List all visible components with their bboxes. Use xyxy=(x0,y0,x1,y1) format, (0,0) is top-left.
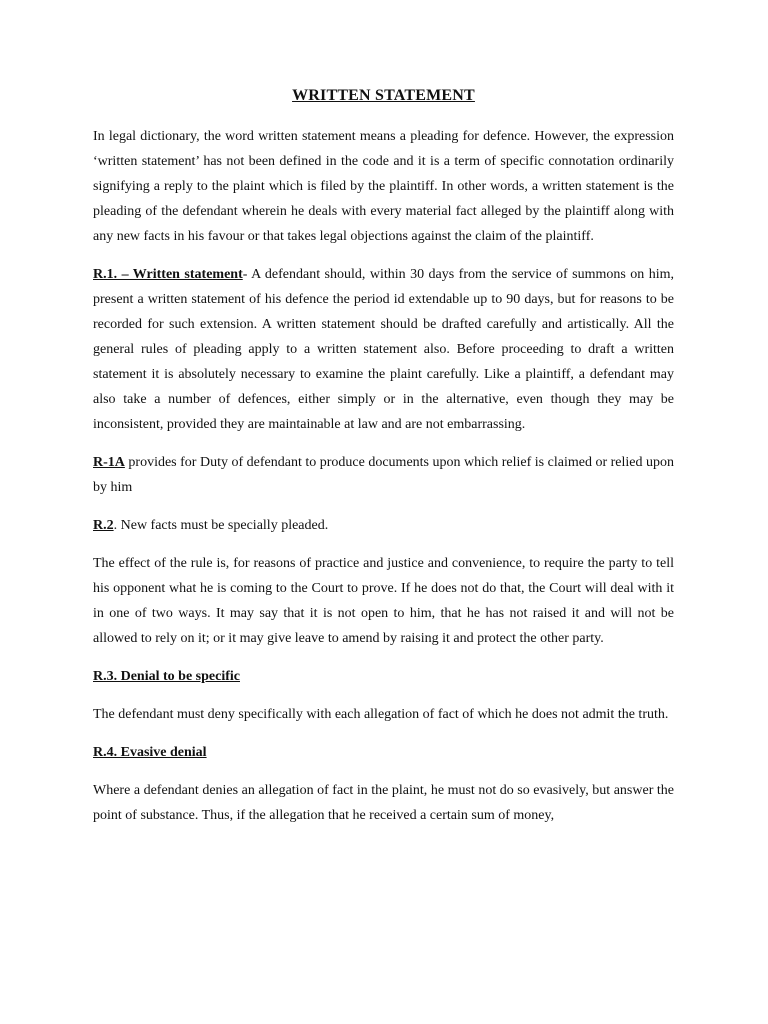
document-title: WRITTEN STATEMENT xyxy=(292,87,475,104)
rule-4-heading: R.4. Evasive denial xyxy=(93,745,207,760)
rule-3-body: The defendant must deny specifically with each allegation of fact of which he does not admit the truth. xyxy=(93,707,669,722)
rule-2-text: . New facts must be specially pleaded. xyxy=(113,518,329,533)
rule-1-text: - A defendant should, within 30 days from the service of summons on him, present a written statement of his defence the period id extendable up to 90 days, but for reasons to be recorded for such extension. A written statement should be drafted carefully and artistically. All the general rules of pleading apply to a written statement also. Before proceeding to draft a written statement it is absolutely necessary to examine the plaint carefully. Like a plaintiff, a defendant may also take a number of defences, either simply or in the alternative, even though they may be inconsistent, provided they are maintainable at law and are not embarrassing. xyxy=(93,267,675,432)
rule-2-label: R.2 xyxy=(93,518,114,533)
rule-1a-paragraph xyxy=(93,450,674,500)
rule-1a-text: provides for Duty of defendant to produce documents upon which relief is claimed or relied upon by him xyxy=(93,455,674,495)
rule-3-heading: R.3. Denial to be specific xyxy=(93,669,240,684)
rule-1a-label: R-1A xyxy=(93,455,125,470)
rule-1-label: R.1. – Written statement xyxy=(93,267,243,282)
intro-paragraph: In legal dictionary, the word written statement means a pleading for defence. However, the expression ‘written statement’ has not been defined in the code and it is a term of specific connotation ordinarily signifying a reply to the plaint which is filed by the plaintiff. In other words, a written statement is the pleading of the defendant wherein he deals with every material fact alleged by the plaintiff along with any new facts in his favour or that takes legal objections against the claim of the plaintiff. xyxy=(93,129,674,244)
rule-1-paragraph xyxy=(93,262,674,437)
rule-2-body: The effect of the rule is, for reasons of practice and justice and convenience, to require the party to tell his opponent what he is coming to the Court to prove. If he does not do that, the Court will deal with it in one of two ways. It may say that it is not open to him, that he has not raised it and will not be allowed to rely on it; or it may give leave to amend by raising it and protect the other party. xyxy=(93,556,674,646)
rule-4-body: Where a defendant denies an allegation of fact in the plaint, he must not do so evasively, but answer the point of substance. Thus, if the allegation that he received a certain sum of money, xyxy=(93,783,674,823)
rule-2-paragraph xyxy=(93,513,674,538)
document-page xyxy=(93,86,674,841)
